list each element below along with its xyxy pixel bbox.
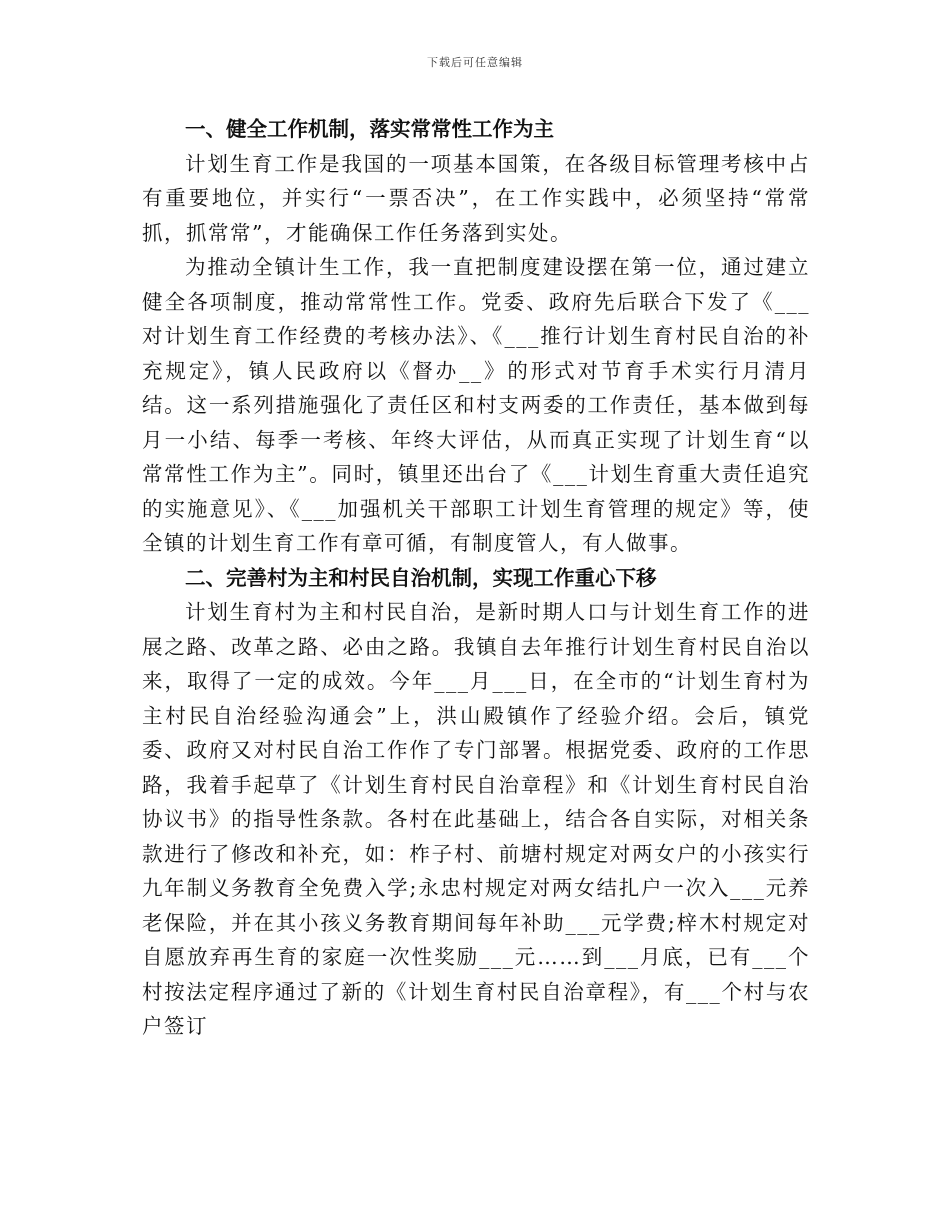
section-1-paragraph-2: 为推动全镇计生工作，我一直把制度建设摆在第一位，通过建立健全各项制度，推动常常性工作。党委、政府先后联合下发了《___对计划生育工作经费的考核办法》、《___推行计划生育村民自治的补充规定》，镇人民政府以《督办__》的形式对节育手术实行月清月结。这一系列措施强化了责任区和村支两委的工作责任，基本做到每月一小结、每季一考核、年终大评估，从而真正实现了计划生育“以常常性工作为主”。同时，镇里还出台了《___计划生育重大责任追究的实施意见》、《___加强机关干部职工计划生育管理的规定》等，使全镇的计划生育工作有章可循，有制度管人，有人做事。 xyxy=(142,255,810,555)
section-1-paragraph-1: 计划生育工作是我国的一项基本国策，在各级目标管理考核中占有重要地位，并实行“一票否决”，在工作实践中，必须坚持“常常抓，抓常常”，才能确保工作任务落到实处。 xyxy=(142,151,810,245)
section-1-heading: 一、健全工作机制，落实常常性工作为主 xyxy=(185,117,554,141)
section-2-heading: 二、完善村为主和村民自治机制，实现工作重心下移 xyxy=(185,565,657,590)
document-body xyxy=(142,112,810,1044)
page-header-note: 下载后可任意编辑 xyxy=(427,56,523,69)
section-2-paragraph-1: 计划生育村为主和村民自治，是新时期人口与计划生育工作的进展之路、改革之路、必由之路。我镇自去年推行计划生育村民自治以来，取得了一定的成效。今年___月___日，在全市的“计划生育村为主村民自治经验沟通会”上，洪山殿镇作了经验介绍。会后，镇党委、政府又对村民自治工作作了专门部署。根据党委、政府的工作思路，我着手起草了《计划生育村民自治章程》和《计划生育村民自治协议书》的指导性条款。各村在此基础上，结合各自实际，对相关条款进行了修改和补充，如：柞子村、前塘村规定对两女户的小孩实行九年制义务教育全免费入学;永忠村规定对两女结扎户一次入___元养老保险，并在其小孩义务教育期间每年补助___元学费;梓木村规定对自愿放弃再生育的家庭一次性奖励___元……到___月底，已有___个村按法定程序通过了新的《计划生育村民自治章程》，有___个村与农户签订 xyxy=(142,600,810,1038)
